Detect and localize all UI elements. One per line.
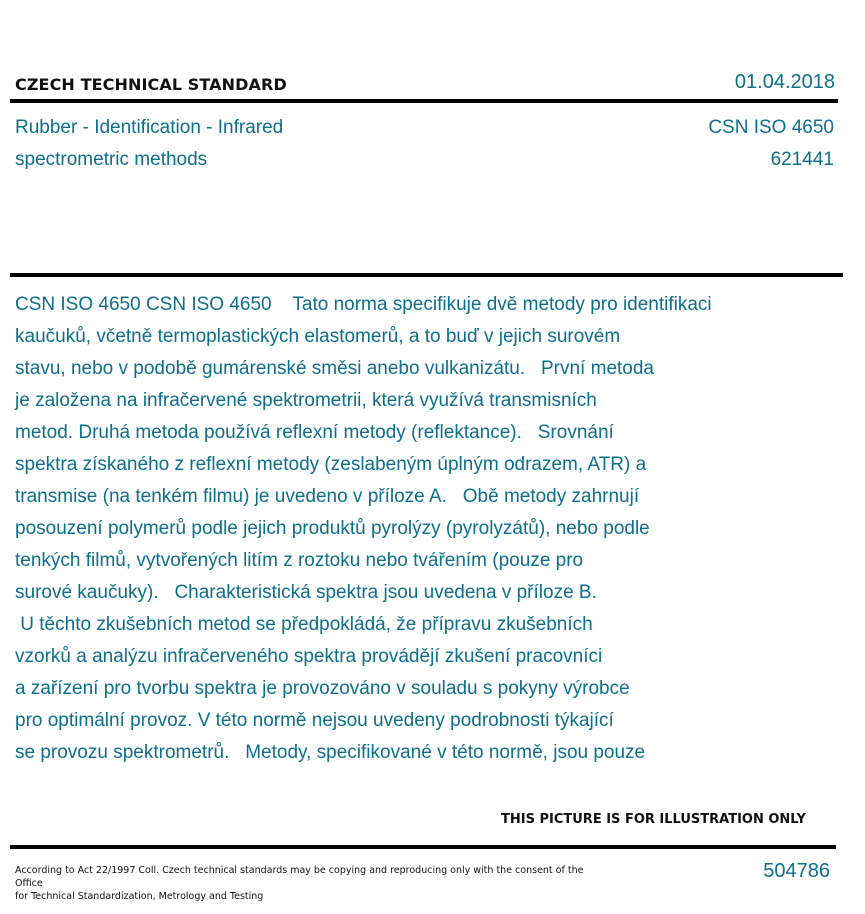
abstract-line: a zařízení pro tvorbu spektra je provozováno v souladu s pokyny výrobce [15,678,630,699]
copyright-note [15,864,595,903]
abstract-line: pro optimální provoz. V této normě nejsou uvedeny podrobnosti týkající [15,710,614,731]
abstract-line: stavu, nebo v podobě gumárenské směsi anebo vulkanizátu. První metoda [15,358,654,379]
copyright-note-line-1: According to Act 22/1997 Coll. Czech technical standards may be copying and reproducing only with the consent of the Office [15,865,584,889]
abstract-line: surové kaučuky). Charakteristická spektra jsou uvedena v příloze B. [15,582,597,603]
title-line-1: Rubber - Identification - Infrared [15,117,284,138]
abstract-line: je založena na infračervené spektrometrii, která využívá transmisních [15,390,597,411]
class-code: 621441 [770,149,834,170]
abstract-text [15,289,845,769]
abstract-line: posouzení polymerů podle jejich produktů pyrolýzy (pyrolyzátů), nebo podle [15,518,650,539]
abstract-line: U těchto zkušebních metod se předpokládá, že přípravu zkušebních [15,614,593,635]
document-id: 504786 [763,860,830,882]
header-divider [10,99,838,103]
abstract-line: vzorků a analýzu infračerveného spektra provádějí zkušení pracovníci [15,646,603,667]
abstract-line: transmise (na tenkém filmu) je uvedeno v příloze A. Obě metody zahrnují [15,486,640,507]
footer-divider [10,845,836,849]
standard-code: CSN ISO 4650 [708,117,834,138]
title-line-2: spectrometric methods [15,149,208,170]
copyright-note-line-2: for Technical Standardization, Metrology and Testing [15,891,264,902]
abstract-line: se provozu spektrometrů. Metody, specifikované v této normě, jsou pouze [15,742,646,763]
document-type-label: CZECH TECHNICAL STANDARD [15,75,287,94]
abstract-line: CSN ISO 4650 CSN ISO 4650 Tato norma specifikuje dvě metody pro identifikaci [15,294,712,315]
abstract-line: metod. Druhá metoda používá reflexní metody (reflektance). Srovnání [15,422,614,443]
abstract-line: kaučuků, včetně termoplastických elastomerů, a to buď v jejich surovém [15,326,621,347]
abstract-line: tenkých filmů, vytvořených litím z roztoku nebo tvářením (pouze pro [15,550,584,571]
publication-date: 01.04.2018 [734,71,835,93]
illustration-notice: THIS PICTURE IS FOR ILLUSTRATION ONLY [501,812,806,827]
title-divider [10,273,843,277]
abstract-line: spektra získaného z reflexní metody (zeslabeným úplným odrazem, ATR) a [15,454,647,475]
